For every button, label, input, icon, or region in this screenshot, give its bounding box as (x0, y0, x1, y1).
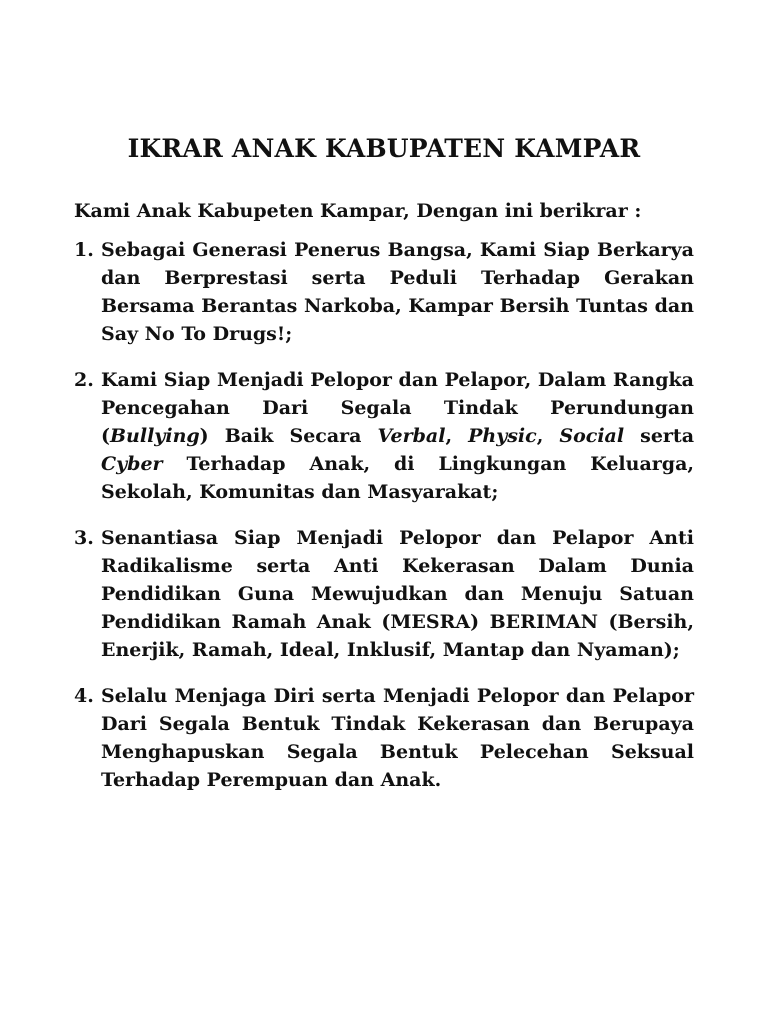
pledge-item-4 (74, 682, 694, 794)
pledge-text-segment: Terhadap Anak, di Lingkungan Keluarga, Sekolah, Komunitas dan Masyarakat; (101, 453, 694, 503)
pledge-text-segment: serta (624, 425, 695, 447)
pledge-text-segment: , (445, 425, 469, 447)
pledge-list (74, 236, 694, 812)
pledge-text-segment: Kami Siap Menjadi Pelopor dan Pelapor, Dalam Rangka Pencegahan Dari Segala Tindak Perundungan ( (101, 369, 694, 447)
pledge-number: 1. (74, 239, 94, 261)
pledge-item-1 (74, 236, 694, 348)
pledge-text-segment: , (536, 425, 560, 447)
cyber-term: Cyber (101, 453, 163, 475)
page-title: IKRAR ANAK KABUPATEN KAMPAR (127, 134, 641, 163)
pledge-text: Sebagai Generasi Penerus Bangsa, Kami Siap Berkarya dan Berprestasi serta Peduli Terhadap Gerakan Bersama Berantas Narkoba, Kampar Bersih Tuntas dan Say No To Drugs!; (101, 239, 694, 345)
pledge-number: 3. (74, 527, 94, 549)
physic-term: Physic (468, 425, 537, 447)
pledge-item-2 (74, 366, 694, 506)
intro-statement: Kami Anak Kabupeten Kampar, Dengan ini berikrar : (74, 200, 642, 222)
pledge-text-segment: ) Baik Secara (199, 425, 378, 447)
pledge-item-3 (74, 524, 694, 664)
social-term: Social (559, 425, 625, 447)
pledge-text: Senantiasa Siap Menjadi Pelopor dan Pelapor Anti Radikalisme serta Anti Kekerasan Dalam Dunia Pendidikan Guna Mewujudkan dan Menuju Satuan Pendidikan Ramah Anak (MESRA) BERIMAN (Bersih, Enerjik, Ramah, Ideal, Inklusif, Mantap dan Nyaman); (101, 527, 694, 661)
pledge-number: 2. (74, 369, 94, 391)
bullying-term: Bullying (110, 425, 200, 447)
verbal-term: Verbal (377, 425, 446, 447)
pledge-number: 4. (74, 685, 94, 707)
pledge-text (101, 366, 694, 506)
pledge-text: Selalu Menjaga Diri serta Menjadi Pelopor dan Pelapor Dari Segala Bentuk Tindak Kekerasan dan Berupaya Menghapuskan Segala Bentuk Pelecehan Seksual Terhadap Perempuan dan Anak. (101, 685, 694, 791)
